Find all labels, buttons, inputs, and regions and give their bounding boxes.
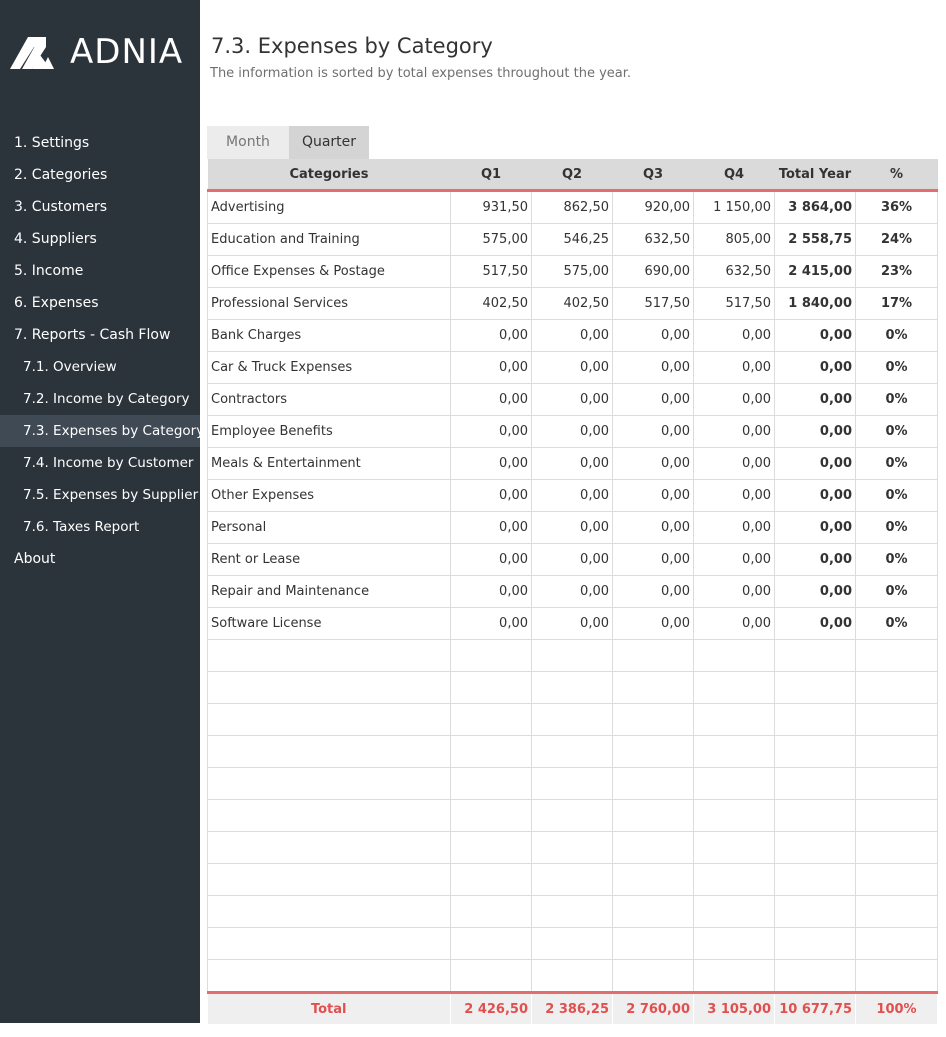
- cell-q1: 517,50: [451, 256, 532, 288]
- table-row: [208, 224, 938, 256]
- empty-row: [208, 960, 938, 993]
- cell-percent: 0%: [856, 416, 938, 448]
- empty-row: [208, 704, 938, 736]
- cell-percent: 17%: [856, 288, 938, 320]
- empty-cell-percent: [856, 928, 938, 960]
- cell-q2: 0,00: [532, 480, 613, 512]
- cell-q1: 0,00: [451, 512, 532, 544]
- cell-percent: 24%: [856, 224, 938, 256]
- empty-cell-q1: [451, 960, 532, 993]
- cell-q4: 0,00: [694, 608, 775, 640]
- cell-q4: 805,00: [694, 224, 775, 256]
- cell-q3: 0,00: [613, 448, 694, 480]
- table-row: [208, 544, 938, 576]
- empty-cell-total-year: [775, 768, 856, 800]
- empty-row: [208, 832, 938, 864]
- cell-q2: 0,00: [532, 384, 613, 416]
- table-row: [208, 512, 938, 544]
- adnia-logo[interactable]: [10, 34, 183, 70]
- sidebar-item-about[interactable]: About: [14, 551, 56, 567]
- cell-q3: 632,50: [613, 224, 694, 256]
- empty-cell-category: [208, 832, 451, 864]
- empty-row: [208, 640, 938, 672]
- empty-cell-percent: [856, 832, 938, 864]
- empty-row: [208, 896, 938, 928]
- empty-cell-q3: [613, 864, 694, 896]
- empty-cell-q1: [451, 800, 532, 832]
- cell-category: Contractors: [208, 384, 451, 416]
- cell-category: Professional Services: [208, 288, 451, 320]
- cell-total-year: 3 864,00: [775, 191, 856, 224]
- cell-total-year: 1 840,00: [775, 288, 856, 320]
- cell-q1: 0,00: [451, 480, 532, 512]
- sidebar-item-expenses[interactable]: 6. Expenses: [14, 295, 99, 311]
- cell-q1: 0,00: [451, 576, 532, 608]
- empty-cell-category: [208, 864, 451, 896]
- empty-cell-q2: [532, 672, 613, 704]
- cell-q4: 517,50: [694, 288, 775, 320]
- empty-cell-q2: [532, 896, 613, 928]
- empty-cell-q3: [613, 736, 694, 768]
- cell-q2: 0,00: [532, 448, 613, 480]
- cell-q3: 0,00: [613, 320, 694, 352]
- empty-cell-q1: [451, 672, 532, 704]
- empty-cell-total-year: [775, 672, 856, 704]
- header-q3: Q3: [613, 159, 694, 191]
- cell-q2: 0,00: [532, 320, 613, 352]
- cell-q4: 632,50: [694, 256, 775, 288]
- empty-cell-percent: [856, 672, 938, 704]
- empty-cell-total-year: [775, 864, 856, 896]
- cell-total-year: 0,00: [775, 320, 856, 352]
- cell-percent: 0%: [856, 384, 938, 416]
- empty-row: [208, 768, 938, 800]
- totals-label: Total: [208, 993, 451, 1025]
- empty-cell-q1: [451, 928, 532, 960]
- empty-cell-q3: [613, 832, 694, 864]
- sidebar-item-customers[interactable]: 3. Customers: [14, 199, 108, 215]
- empty-cell-q3: [613, 672, 694, 704]
- cell-q3: 0,00: [613, 416, 694, 448]
- cell-q4: 0,00: [694, 512, 775, 544]
- cell-q2: 402,50: [532, 288, 613, 320]
- cell-percent: 0%: [856, 352, 938, 384]
- cell-q3: 0,00: [613, 544, 694, 576]
- empty-cell-q4: [694, 672, 775, 704]
- sidebar-item-income-by-category[interactable]: 7.2. Income by Category: [23, 391, 190, 407]
- table-footer: [208, 993, 938, 1025]
- cell-total-year: 0,00: [775, 448, 856, 480]
- cell-percent: 0%: [856, 448, 938, 480]
- empty-cell-q4: [694, 736, 775, 768]
- cell-q3: 690,00: [613, 256, 694, 288]
- totals-q4: 3 105,00: [694, 993, 775, 1025]
- cell-q3: 920,00: [613, 191, 694, 224]
- cell-category: Personal: [208, 512, 451, 544]
- cell-q2: 575,00: [532, 256, 613, 288]
- empty-cell-q2: [532, 928, 613, 960]
- empty-cell-q4: [694, 704, 775, 736]
- empty-cell-q2: [532, 704, 613, 736]
- page-subtitle: The information is sorted by total expenses throughout the year.: [210, 66, 632, 81]
- empty-cell-percent: [856, 896, 938, 928]
- totals-percent: 100%: [856, 993, 938, 1025]
- empty-cell-total-year: [775, 832, 856, 864]
- cell-q3: 0,00: [613, 352, 694, 384]
- table-row: [208, 352, 938, 384]
- cell-total-year: 0,00: [775, 576, 856, 608]
- empty-cell-category: [208, 896, 451, 928]
- cell-percent: 0%: [856, 512, 938, 544]
- cell-q4: 0,00: [694, 384, 775, 416]
- empty-cell-q2: [532, 768, 613, 800]
- cell-q4: 0,00: [694, 352, 775, 384]
- cell-category: Other Expenses: [208, 480, 451, 512]
- cell-percent: 0%: [856, 320, 938, 352]
- cell-q2: 0,00: [532, 576, 613, 608]
- empty-cell-q1: [451, 768, 532, 800]
- sidebar-item-income-by-customer[interactable]: 7.4. Income by Customer: [23, 455, 194, 471]
- cell-percent: 0%: [856, 544, 938, 576]
- header-percent: %: [856, 159, 938, 191]
- empty-cell-total-year: [775, 640, 856, 672]
- empty-cell-q4: [694, 832, 775, 864]
- sidebar-item-suppliers[interactable]: 4. Suppliers: [14, 231, 97, 247]
- empty-row: [208, 736, 938, 768]
- empty-cell-q1: [451, 704, 532, 736]
- cell-category: Meals & Entertainment: [208, 448, 451, 480]
- sidebar-item-reports-cash-flow[interactable]: 7. Reports - Cash Flow: [14, 327, 171, 343]
- cell-q1: 0,00: [451, 416, 532, 448]
- empty-cell-total-year: [775, 928, 856, 960]
- empty-row: [208, 928, 938, 960]
- table-row: [208, 320, 938, 352]
- empty-cell-q2: [532, 640, 613, 672]
- cell-q1: 0,00: [451, 448, 532, 480]
- adnia-logo-icon: [10, 35, 56, 69]
- sidebar-item-settings[interactable]: 1. Settings: [14, 135, 90, 151]
- empty-cell-percent: [856, 640, 938, 672]
- empty-cell-q2: [532, 832, 613, 864]
- sidebar-item-income[interactable]: 5. Income: [14, 263, 84, 279]
- cell-category: Employee Benefits: [208, 416, 451, 448]
- empty-cell-category: [208, 640, 451, 672]
- empty-cell-q2: [532, 800, 613, 832]
- cell-q2: 0,00: [532, 352, 613, 384]
- cell-q2: 546,25: [532, 224, 613, 256]
- sidebar-item-taxes-report[interactable]: 7.6. Taxes Report: [23, 519, 140, 535]
- empty-row: [208, 672, 938, 704]
- cell-total-year: 2 558,75: [775, 224, 856, 256]
- empty-cell-total-year: [775, 896, 856, 928]
- cell-percent: 23%: [856, 256, 938, 288]
- cell-q3: 0,00: [613, 512, 694, 544]
- empty-cell-q3: [613, 704, 694, 736]
- cell-q3: 0,00: [613, 480, 694, 512]
- empty-cell-q2: [532, 960, 613, 993]
- table-row: [208, 384, 938, 416]
- cell-percent: 0%: [856, 576, 938, 608]
- cell-q2: 862,50: [532, 191, 613, 224]
- empty-cell-q1: [451, 896, 532, 928]
- sidebar-item-expenses-by-category[interactable]: 7.3. Expenses by Category: [0, 415, 200, 447]
- cell-percent: 0%: [856, 608, 938, 640]
- empty-cell-total-year: [775, 736, 856, 768]
- empty-cell-q4: [694, 896, 775, 928]
- empty-cell-percent: [856, 960, 938, 993]
- table-header: [208, 159, 938, 191]
- sidebar-nav: [0, 127, 205, 575]
- empty-cell-category: [208, 960, 451, 993]
- cell-q4: 0,00: [694, 320, 775, 352]
- totals-year: 10 677,75: [775, 993, 856, 1025]
- empty-cell-q2: [532, 736, 613, 768]
- cell-category: Software License: [208, 608, 451, 640]
- empty-cell-total-year: [775, 704, 856, 736]
- empty-cell-q4: [694, 928, 775, 960]
- cell-total-year: 0,00: [775, 544, 856, 576]
- header-q4: Q4: [694, 159, 775, 191]
- empty-cell-q4: [694, 800, 775, 832]
- cell-percent: 36%: [856, 191, 938, 224]
- empty-cell-q1: [451, 736, 532, 768]
- empty-cell-category: [208, 800, 451, 832]
- cell-q1: 0,00: [451, 544, 532, 576]
- empty-cell-total-year: [775, 800, 856, 832]
- totals-q1: 2 426,50: [451, 993, 532, 1025]
- sidebar-item-categories[interactable]: 2. Categories: [14, 167, 108, 183]
- empty-cell-category: [208, 928, 451, 960]
- cell-total-year: 0,00: [775, 480, 856, 512]
- empty-cell-percent: [856, 736, 938, 768]
- cell-q1: 0,00: [451, 384, 532, 416]
- empty-cell-q3: [613, 960, 694, 993]
- cell-category: Car & Truck Expenses: [208, 352, 451, 384]
- cell-q3: 0,00: [613, 384, 694, 416]
- cell-q4: 0,00: [694, 448, 775, 480]
- empty-cell-q3: [613, 800, 694, 832]
- cell-q1: 575,00: [451, 224, 532, 256]
- empty-cell-percent: [856, 704, 938, 736]
- cell-q2: 0,00: [532, 608, 613, 640]
- sidebar: [0, 0, 205, 1023]
- logo-text: ADNIA: [70, 32, 184, 72]
- cell-q1: 402,50: [451, 288, 532, 320]
- empty-cell-q1: [451, 640, 532, 672]
- empty-cell-q4: [694, 960, 775, 993]
- empty-cell-q3: [613, 640, 694, 672]
- empty-cell-category: [208, 704, 451, 736]
- header-q1: Q1: [451, 159, 532, 191]
- cell-category: Education and Training: [208, 224, 451, 256]
- tab-quarter[interactable]: Quarter: [289, 126, 369, 159]
- page-title: 7.3. Expenses by Category: [211, 34, 493, 58]
- totals-row: [208, 993, 938, 1025]
- cell-q3: 517,50: [613, 288, 694, 320]
- cell-q1: 931,50: [451, 191, 532, 224]
- empty-cell-q4: [694, 864, 775, 896]
- cell-category: Rent or Lease: [208, 544, 451, 576]
- cell-q4: 0,00: [694, 416, 775, 448]
- table-row: [208, 416, 938, 448]
- cell-q4: 0,00: [694, 480, 775, 512]
- sidebar-item-expenses-by-supplier[interactable]: 7.5. Expenses by Supplier: [23, 487, 199, 503]
- cell-q2: 0,00: [532, 512, 613, 544]
- cell-category: Advertising: [208, 191, 451, 224]
- cell-q2: 0,00: [532, 416, 613, 448]
- cell-q3: 0,00: [613, 576, 694, 608]
- cell-category: Bank Charges: [208, 320, 451, 352]
- totals-q2: 2 386,25: [532, 993, 613, 1025]
- period-tabs: [207, 126, 369, 159]
- cell-q3: 0,00: [613, 608, 694, 640]
- cell-q1: 0,00: [451, 608, 532, 640]
- empty-cell-q3: [613, 768, 694, 800]
- table-row: [208, 480, 938, 512]
- tab-month[interactable]: Month: [207, 126, 289, 159]
- header-total-year: Total Year: [775, 159, 856, 191]
- empty-cell-percent: [856, 800, 938, 832]
- cell-total-year: 2 415,00: [775, 256, 856, 288]
- empty-row: [208, 800, 938, 832]
- table-row: [208, 191, 938, 224]
- table-row: [208, 256, 938, 288]
- empty-cell-q1: [451, 832, 532, 864]
- cell-category: Repair and Maintenance: [208, 576, 451, 608]
- cell-total-year: 0,00: [775, 352, 856, 384]
- table-row: [208, 288, 938, 320]
- table-row: [208, 448, 938, 480]
- cell-total-year: 0,00: [775, 416, 856, 448]
- totals-q3: 2 760,00: [613, 993, 694, 1025]
- header-categories: Categories: [208, 159, 451, 191]
- table-row: [208, 576, 938, 608]
- cell-total-year: 0,00: [775, 512, 856, 544]
- cell-q1: 0,00: [451, 352, 532, 384]
- expenses-table: [207, 159, 938, 1024]
- table-row: [208, 608, 938, 640]
- cell-q4: 1 150,00: [694, 191, 775, 224]
- empty-cell-category: [208, 768, 451, 800]
- empty-cell-percent: [856, 864, 938, 896]
- sidebar-item-overview[interactable]: 7.1. Overview: [23, 359, 117, 375]
- empty-cell-q3: [613, 928, 694, 960]
- empty-cell-total-year: [775, 960, 856, 993]
- cell-category: Office Expenses & Postage: [208, 256, 451, 288]
- cell-percent: 0%: [856, 480, 938, 512]
- table-body: [208, 191, 938, 993]
- table-header-row: [208, 159, 938, 191]
- cell-q1: 0,00: [451, 320, 532, 352]
- empty-row: [208, 864, 938, 896]
- empty-cell-q4: [694, 640, 775, 672]
- empty-cell-percent: [856, 768, 938, 800]
- empty-cell-q4: [694, 768, 775, 800]
- cell-total-year: 0,00: [775, 608, 856, 640]
- empty-cell-q2: [532, 864, 613, 896]
- empty-cell-q1: [451, 864, 532, 896]
- header-q2: Q2: [532, 159, 613, 191]
- cell-q2: 0,00: [532, 544, 613, 576]
- empty-cell-q3: [613, 896, 694, 928]
- cell-q4: 0,00: [694, 576, 775, 608]
- empty-cell-category: [208, 736, 451, 768]
- cell-total-year: 0,00: [775, 384, 856, 416]
- cell-q4: 0,00: [694, 544, 775, 576]
- empty-cell-category: [208, 672, 451, 704]
